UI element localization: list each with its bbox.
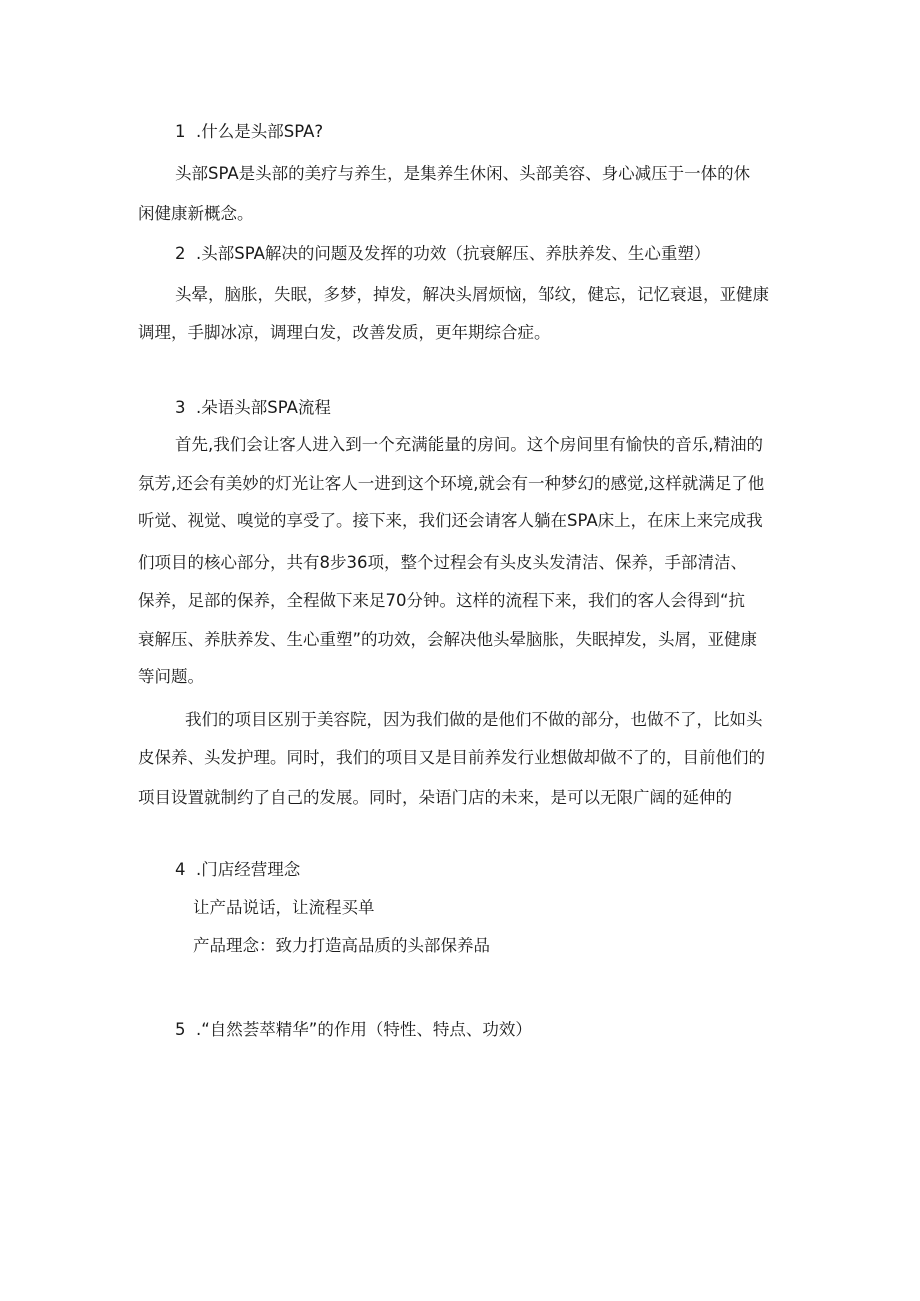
section-2-paragraph-line: 调理，手脚冰凉，调理白发，改善发质，更年期综合症。	[138, 323, 551, 342]
section-3-paragraph-line: 们项目的核心部分，共有8步36项，整个过程会有头皮头发清洁、保养，手部清洁、	[138, 553, 747, 572]
section-3-paragraph-line: 皮保养、头发护理。同时，我们的项目又是目前养发行业想做却做不了的，目前他们的	[138, 748, 765, 767]
section-4-heading: 4 .门店经营理念	[175, 860, 301, 879]
section-3-paragraph-line: 首先,我们会让客人进入到一个充满能量的房间。这个房间里有愉快的音乐,精油的	[175, 435, 763, 454]
section-3-paragraph-line: 听觉、视觉、嗅觉的享受了。接下来，我们还会请客人躺在SPA床上，在床上来完成我	[138, 511, 763, 530]
section-4-item: 产品理念：致力打造高品质的头部保养品	[193, 936, 490, 955]
section-3-paragraph-line: 项目设置就制约了自己的发展。同时，朵语门店的未来，是可以无限广阔的延伸的	[138, 788, 732, 807]
section-3-paragraph-line: 衰解压、养肤养发、生心重塑”的功效，会解决他头晕脑胀，失眠掉发，头屑，亚健康	[138, 630, 758, 649]
section-5-heading: 5 .“自然荟萃精华”的作用（特性、特点、功效）	[175, 1020, 532, 1039]
section-1-paragraph-line: 闲健康新概念。	[138, 204, 254, 223]
section-4-item: 让产品说话，让流程买单	[193, 898, 375, 917]
section-2-heading: 2 .头部SPA解决的问题及发挥的功效（抗衰解压、养肤养发、生心重塑）	[175, 244, 711, 263]
section-1-paragraph-line: 头部SPA是头部的美疗与养生，是集养生休闲、头部美容、身心减压于一体的休	[175, 164, 751, 183]
section-2-paragraph-line: 头晕，脑胀，失眠，多梦，掉发，解决头屑烦恼，邹纹，健忘，记忆衰退，亚健康	[175, 285, 769, 304]
section-3-paragraph-line: 氛芳,还会有美妙的灯光让客人一进到这个环境,就会有一种梦幻的感觉,这样就满足了他	[138, 474, 765, 493]
section-1-heading: 1 .什么是头部SPA?	[175, 122, 324, 141]
section-3-paragraph-line: 我们的项目区别于美容院，因为我们做的是他们不做的部分，也做不了，比如头	[185, 710, 763, 729]
section-3-paragraph-line: 保养，足部的保养，全程做下来足70分钟。这样的流程下来，我们的客人会得到“抗	[138, 591, 746, 610]
section-3-paragraph-line: 等问题。	[138, 667, 204, 686]
section-3-heading: 3 .朵语头部SPA流程	[175, 398, 331, 417]
